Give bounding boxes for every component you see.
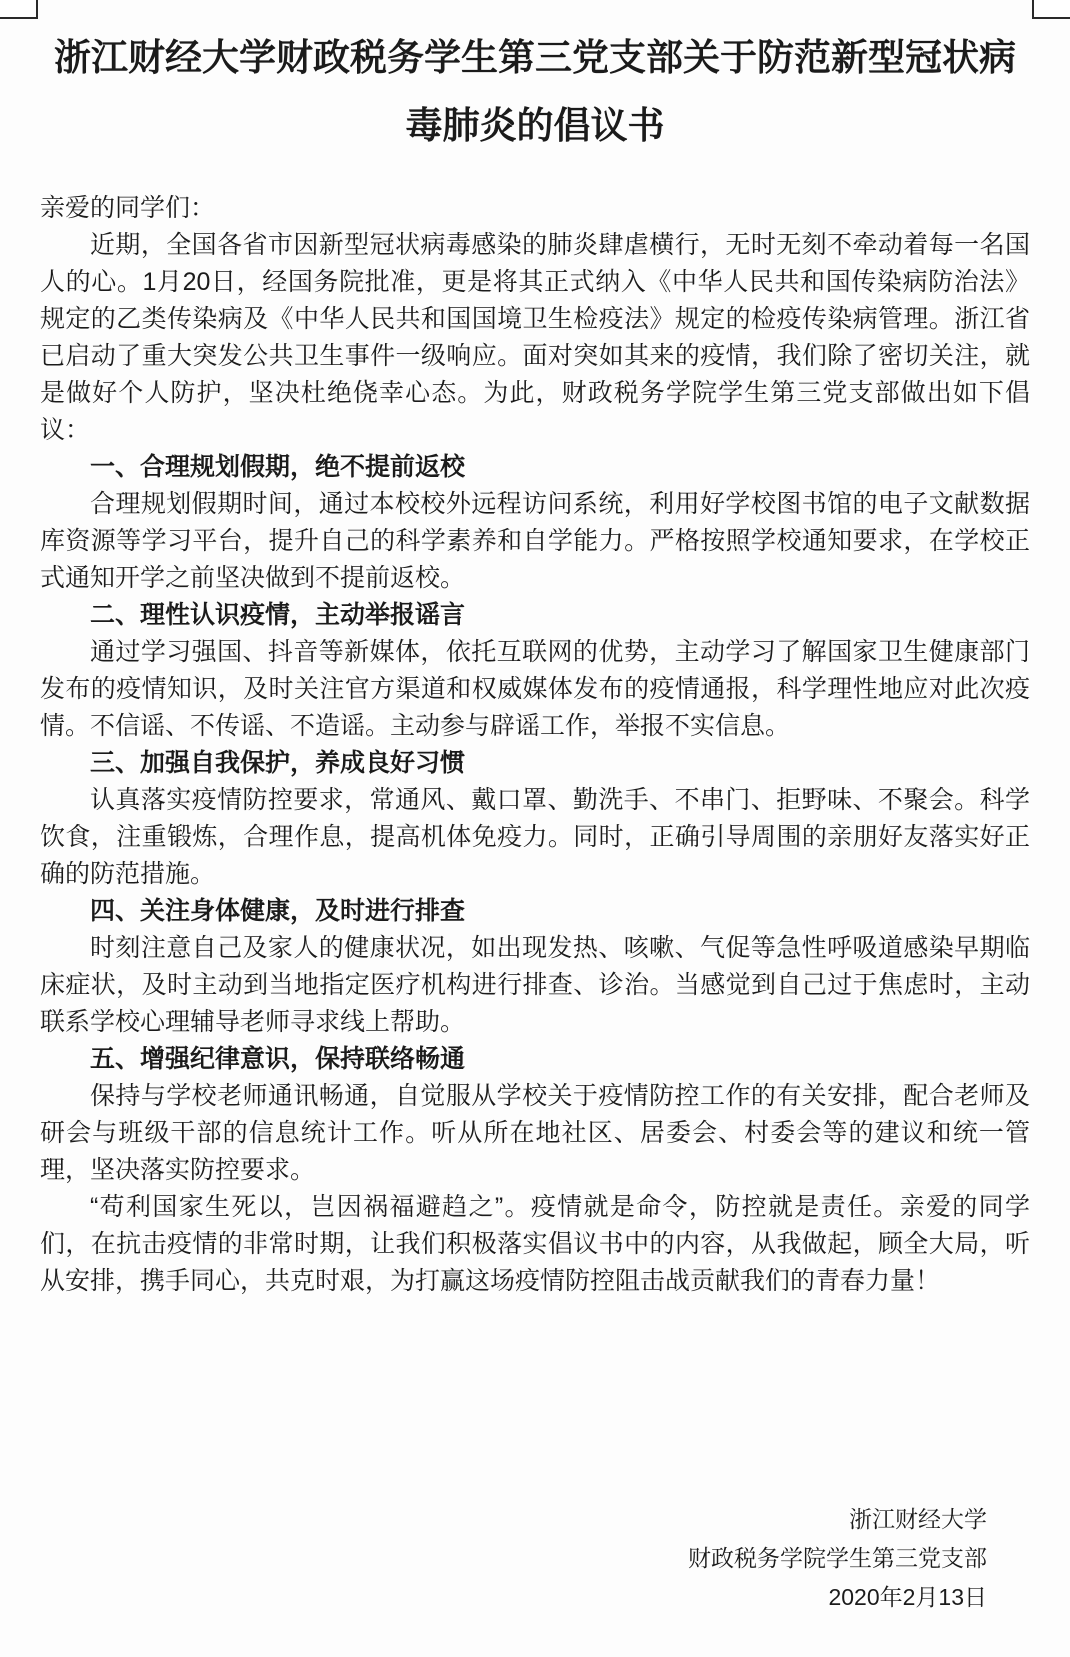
signature-block <box>40 1500 1030 1617</box>
signature-date: 2020年2月13日 <box>828 1584 987 1610</box>
document-body <box>40 190 1030 1300</box>
section-5-heading: 五、增强纪律意识，保持联络畅通 <box>90 1045 466 1073</box>
document-title: 浙江财经大学财政税务学生第三党支部关于防范新型冠状病毒肺炎的倡议书 <box>54 37 1016 146</box>
salutation: 亲爱的同学们： <box>40 194 216 222</box>
section-5-body: 保持与学校老师通讯畅通，自觉服从学校关于疫情防控工作的有关安排，配合老师及研会与班级干部的信息统计工作。听从所在地社区、居委会、村委会等的建议和统一管理，坚决落实防控要求。 <box>40 1082 1030 1184</box>
scan-corner-mark-left <box>0 0 38 19</box>
section-2-heading: 二、理性认识疫情，主动举报谣言 <box>90 601 466 629</box>
section-2-body: 通过学习强国、抖音等新媒体，依托互联网的优势，主动学习了解国家卫生健康部门发布的疫情知识，及时关注官方渠道和权威媒体发布的疫情通报，科学理性地应对此次疫情。不信谣、不传谣、不造谣。主动参与辟谣工作，举报不实信息。 <box>40 638 1030 740</box>
section-3-heading: 三、加强自我保护，养成良好习惯 <box>90 749 466 777</box>
section-1-body: 合理规划假期时间，通过本校校外远程访问系统，利用好学校图书馆的电子文献数据库资源等学习平台，提升自己的科学素养和自学能力。严格按照学校通知要求，在学校正式通知开学之前坚决做到不提前返校。 <box>40 490 1030 592</box>
section-3-body: 认真落实疫情防控要求，常通风、戴口罩、勤洗手、不串门、拒野味、不聚会。科学饮食，注重锻炼，合理作息，提高机体免疫力。同时，正确引导周围的亲朋好友落实好正确的防范措施。 <box>40 786 1030 888</box>
section-4-body: 时刻注意自己及家人的健康状况，如出现发热、咳嗽、气促等急性呼吸道感染早期临床症状，及时主动到当地指定医疗机构进行排查、诊治。当感觉到自己过于焦虑时，主动联系学校心理辅导老师寻求线上帮助。 <box>40 934 1030 1036</box>
section-4-heading: 四、关注身体健康，及时进行排查 <box>90 897 466 925</box>
closing-paragraph: “苟利国家生死以，岂因祸福避趋之”。疫情就是命令，防控就是责任。亲爱的同学们，在抗击疫情的非常时期，让我们积极落实倡议书中的内容，从我做起，顾全大局，听从安排，携手同心，共克时艰，为打赢这场疫情防控阻击战贡献我们的青春力量！ <box>40 1193 1030 1295</box>
signature-org-line2: 财政税务学院学生第三党支部 <box>688 1545 987 1571</box>
section-1-heading: 一、合理规划假期，绝不提前返校 <box>90 453 466 481</box>
scan-corner-mark-right <box>1032 0 1070 19</box>
intro-paragraph: 近期，全国各省市因新型冠状病毒感染的肺炎肆虐横行，无时无刻不牵动着每一名国人的心。1月20日，经国务院批准，更是将其正式纳入《中华人民共和国传染病防治法》规定的乙类传染病及《中华人民共和国国境卫生检疫法》规定的检疫传染病管理。浙江省已启动了重大突发公共卫生事件一级响应。面对突如其来的疫情，我们除了密切关注，就是做好个人防护，坚决杜绝侥幸心态。为此，财政税务学院学生第三党支部做出如下倡议： <box>40 231 1030 444</box>
signature-org-line1: 浙江财经大学 <box>849 1506 987 1532</box>
